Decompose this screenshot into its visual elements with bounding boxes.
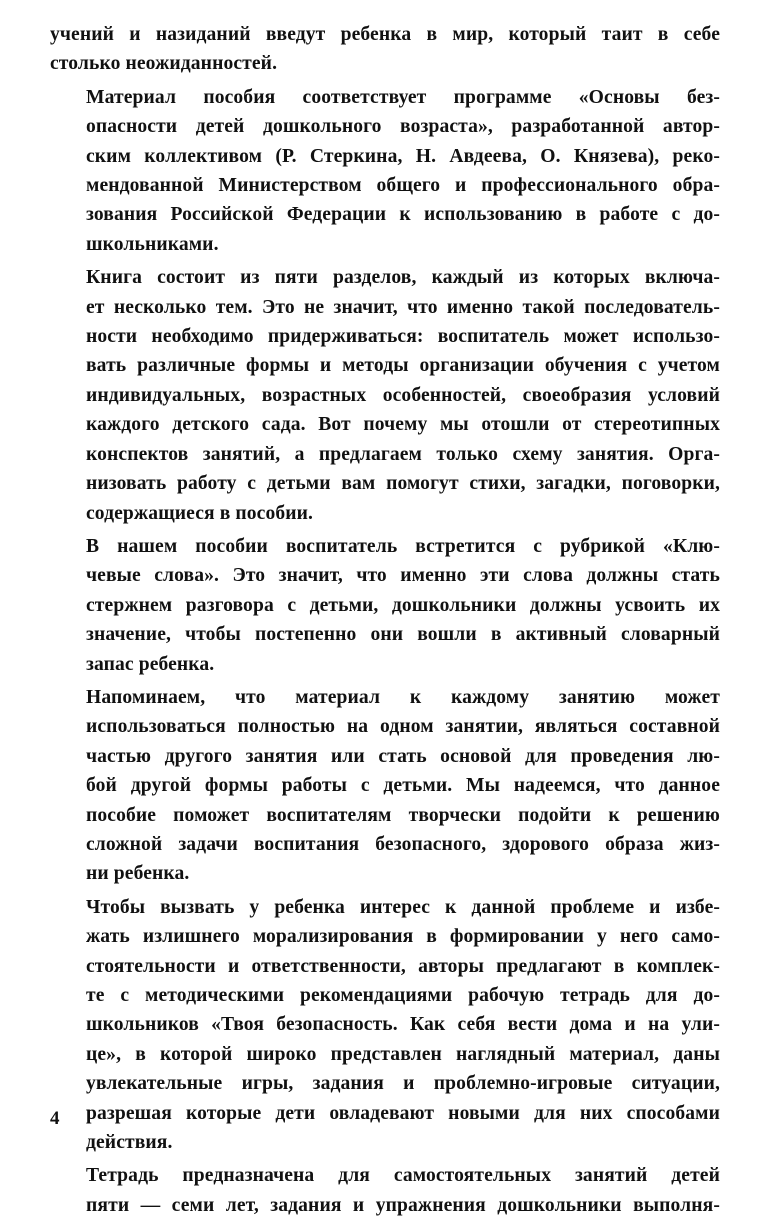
- paragraph-p0: [50, 20, 720, 79]
- text-line: мендованной Министерством общего и профессионального обра-: [86, 175, 720, 197]
- page-number: 4: [50, 1108, 60, 1129]
- text-line: учений и назиданий введут ребенка в мир, который таит в себе: [50, 24, 720, 45]
- paragraph-p6: [50, 1161, 720, 1220]
- text-line: действия.: [86, 1132, 173, 1154]
- paragraph-p5: [50, 893, 720, 1158]
- text-line: пяти — семи лет, задания и упражнения дошкольники выполня-: [86, 1194, 720, 1216]
- paragraph-p2: [50, 263, 720, 528]
- text-line: В нашем пособии воспитатель встретится с рубрикой «Клю-: [86, 535, 720, 557]
- text-line: увлекательные игры, задания и проблемно-игровые ситуации,: [86, 1073, 720, 1095]
- text-line: ни ребенка.: [86, 863, 190, 885]
- text-line: ности необходимо придерживаться: воспитатель может использо-: [86, 326, 720, 348]
- text-line: бой другой формы работы с детьми. Мы надеемся, что данное: [86, 775, 720, 797]
- text-line: Материал пособия соответствует программе «Основы без-: [86, 86, 720, 108]
- text-line: це», в которой широко представлен наглядный материал, даны: [86, 1043, 720, 1065]
- text-line: Тетрадь предназначена для самостоятельных занятий детей: [86, 1165, 720, 1187]
- text-line: стоятельности и ответственности, авторы предлагают в комплек-: [86, 955, 720, 977]
- text-line: школьниками.: [86, 233, 219, 255]
- text-line: опасности детей дошкольного возраста», разработанной автор-: [86, 116, 720, 138]
- text-line: чевые слова». Это значит, что именно эти слова должны стать: [86, 565, 720, 587]
- paragraph-p1: [50, 83, 720, 259]
- text-line: зования Российской Федерации к использованию в работе с до-: [86, 204, 720, 226]
- text-line: сложной задачи воспитания безопасного, здорового образа жиз-: [86, 833, 720, 855]
- text-line: Книга состоит из пяти разделов, каждый из которых включа-: [86, 267, 720, 289]
- text-line: ет несколько тем. Это не значит, что именно такой последователь-: [86, 296, 720, 318]
- text-line: индивидуальных, возрастных особенностей, своеобразия условий: [86, 384, 720, 406]
- text-line: Чтобы вызвать у ребенка интерес к данной проблеме и избе-: [86, 896, 720, 918]
- text-line: столько неожиданностей.: [50, 53, 278, 75]
- text-line: частью другого занятия или стать основой для проведения лю-: [86, 745, 720, 767]
- text-line: запас ребенка.: [86, 653, 215, 675]
- text-line: низовать работу с детьми вам помогут стихи, загадки, поговорки,: [86, 473, 720, 495]
- text-line: стержнем разговора с детьми, дошкольники должны усвоить их: [86, 594, 720, 616]
- paragraph-p4: [50, 683, 720, 889]
- text-line: разрешая которые дети овладевают новыми для них способами: [86, 1102, 720, 1124]
- text-line: значение, чтобы постепенно они вошли в активный словарный: [86, 624, 720, 646]
- text-line: Напоминаем, что материал к каждому занятию может: [86, 686, 720, 708]
- text-line: конспектов занятий, а предлагаем только схему занятия. Орга-: [86, 443, 720, 465]
- text-line: использоваться полностью на одном занятии, являться составной: [86, 716, 720, 738]
- text-line: жать излишнего морализирования в формировании у него само-: [86, 926, 720, 948]
- text-line: каждого детского сада. Вот почему мы отошли от стереотипных: [86, 414, 720, 436]
- text-line: вать различные формы и методы организации обучения с учетом: [86, 355, 720, 377]
- paragraph-p3: [50, 532, 720, 679]
- text-line: ским коллективом (Р. Стеркина, Н. Авдеева, О. Князева), реко-: [86, 145, 720, 167]
- text-line: те с методическими рекомендациями рабочую тетрадь для до-: [86, 985, 720, 1006]
- text-line: содержащиеся в пособии.: [86, 502, 314, 524]
- page-body: [50, 20, 720, 1224]
- text-line: пособие поможет воспитателям творчески подойти к решению: [86, 804, 720, 826]
- text-line: школьников «Твоя безопасность. Как себя вести дома и на ули-: [86, 1014, 720, 1036]
